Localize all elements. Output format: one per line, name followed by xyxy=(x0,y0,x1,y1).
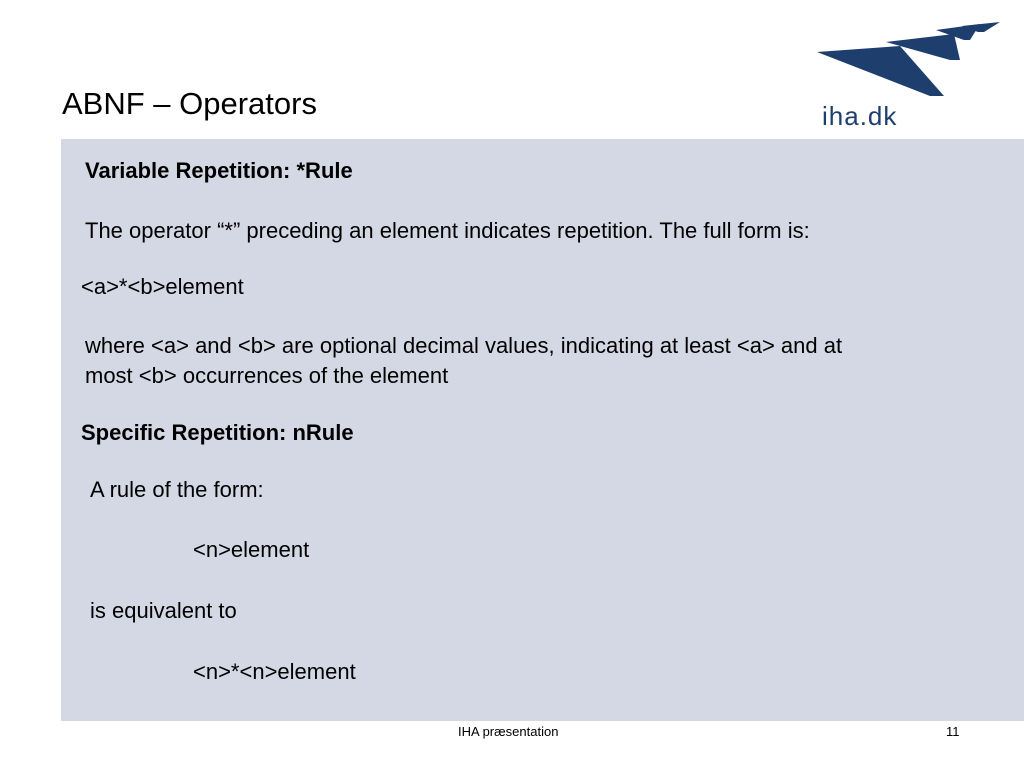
logo-text: iha.dk xyxy=(822,101,898,131)
where-text-line-1: where <a> and <b> are optional decimal values, indicating at least <a> and at xyxy=(85,333,843,358)
equivalent-form: <n>*<n>element xyxy=(193,659,356,684)
logo-stripes-icon xyxy=(812,20,1002,100)
footer-page-number: 11 xyxy=(946,724,960,739)
content-panel xyxy=(61,139,1024,721)
specific-repetition-form: <n>element xyxy=(193,537,310,562)
heading-variable-repetition: Variable Repetition: *Rule xyxy=(85,158,353,183)
logo xyxy=(812,20,1002,135)
equivalent-text: is equivalent to xyxy=(90,598,237,623)
variable-repetition-form: <a>*<b>element xyxy=(81,274,244,299)
slide-title: ABNF – Operators xyxy=(62,86,317,121)
intro-text: The operator “*” preceding an element indicates repetition. The full form is: xyxy=(85,218,810,243)
where-text-line-2: most <b> occurrences of the element xyxy=(85,363,449,388)
rule-form-text: A rule of the form: xyxy=(90,477,264,502)
heading-specific-repetition: Specific Repetition: nRule xyxy=(81,420,354,445)
footer-presentation-name: IHA præsentation xyxy=(458,724,559,739)
